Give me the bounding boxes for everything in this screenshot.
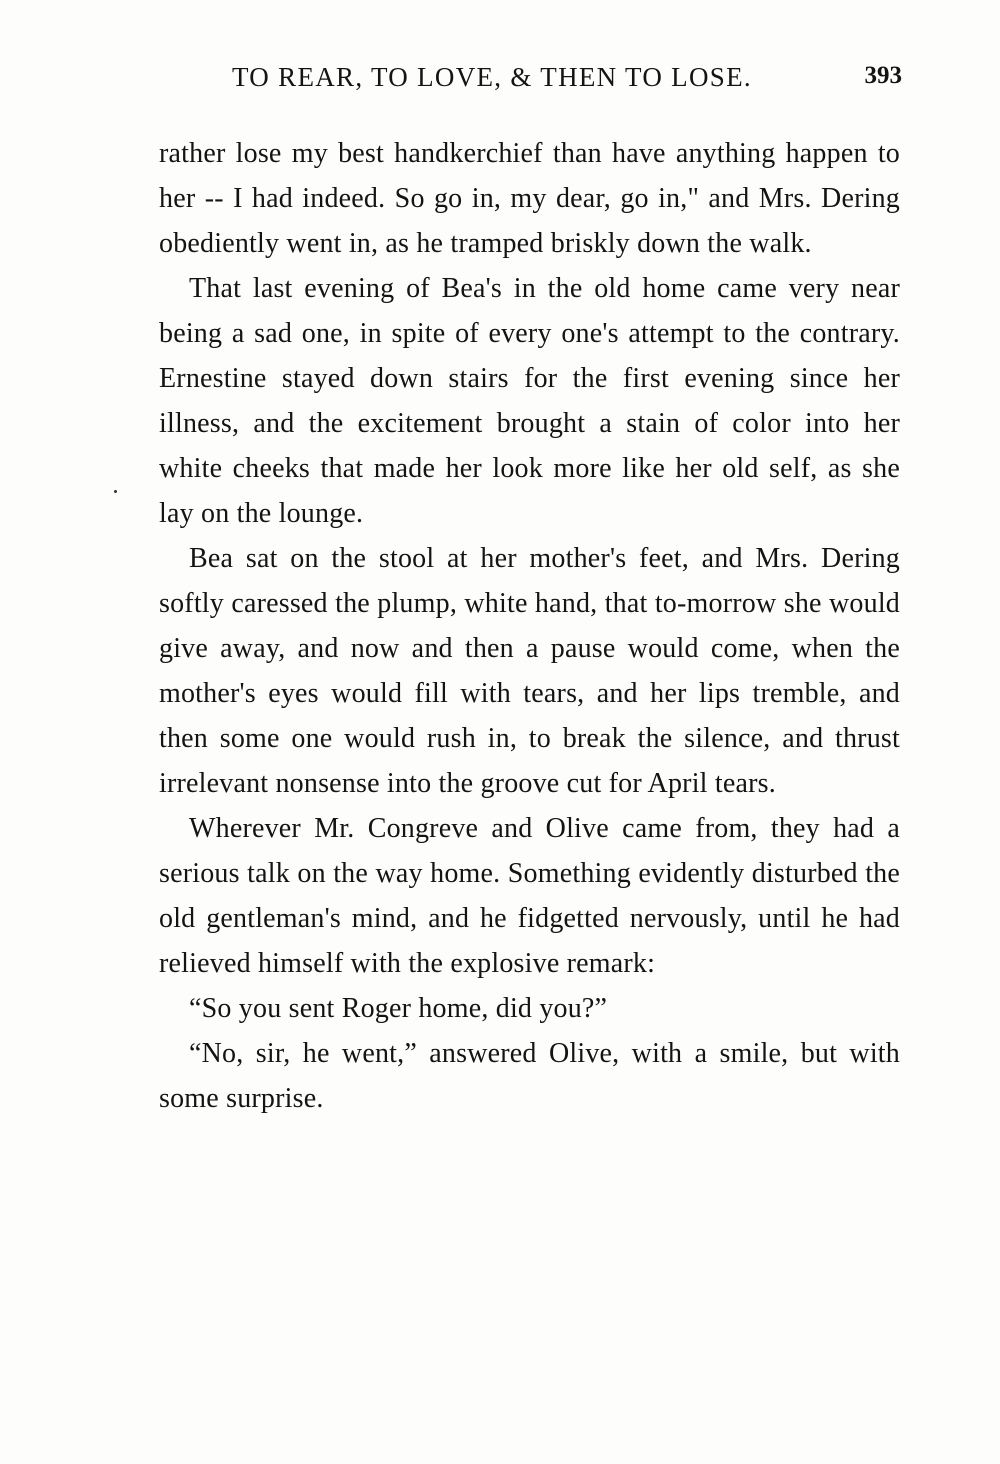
page-header <box>0 62 1000 102</box>
paragraph-last-evening: That last evening of Bea's in the old home came very near being a sad one, in spite of every one's attempt to the contrary. Ernestine stayed down stairs for the first evening since her illness, and the excitement brought a stain of color into her white cheeks that made her look more like her old self, as she lay on the lounge. <box>159 273 900 529</box>
paragraph-bea-on-stool: Bea sat on the stool at her mother's feet, and Mrs. Dering softly caressed the plump, white hand, that to-morrow she would give away, and now and then a pause would come, when the mother's eyes would fill with tears, and her lips tremble, and then some one would rush in, to break the silence, and thrust irrelevant nonsense into the groove cut for April tears. <box>159 543 900 799</box>
dialogue-line-question: “So you sent Roger home, did you?” <box>189 993 608 1024</box>
paragraph-congreve-olive: Wherever Mr. Congreve and Olive came from, they had a serious talk on the way home. Something evidently disturbed the old gentleman's mind, and he fidgetted nervously, until he had relieved himself with the explosive remark: <box>159 813 900 979</box>
running-title: TO REAR, TO LOVE, & THEN TO LOSE. <box>232 62 752 92</box>
body-text <box>159 131 900 1121</box>
paragraph-continuation: rather lose my best handkerchief than have anything happen to her -- I had indeed. So go in, my dear, go in," and Mrs. Dering obediently went in, as he tramped briskly down the walk. <box>159 138 900 259</box>
dialogue-line-answer: “No, sir, he went,” answered Olive, with a smile, but with some surprise. <box>159 1038 900 1114</box>
page-number: 393 <box>864 62 902 89</box>
print-speck <box>114 490 117 493</box>
